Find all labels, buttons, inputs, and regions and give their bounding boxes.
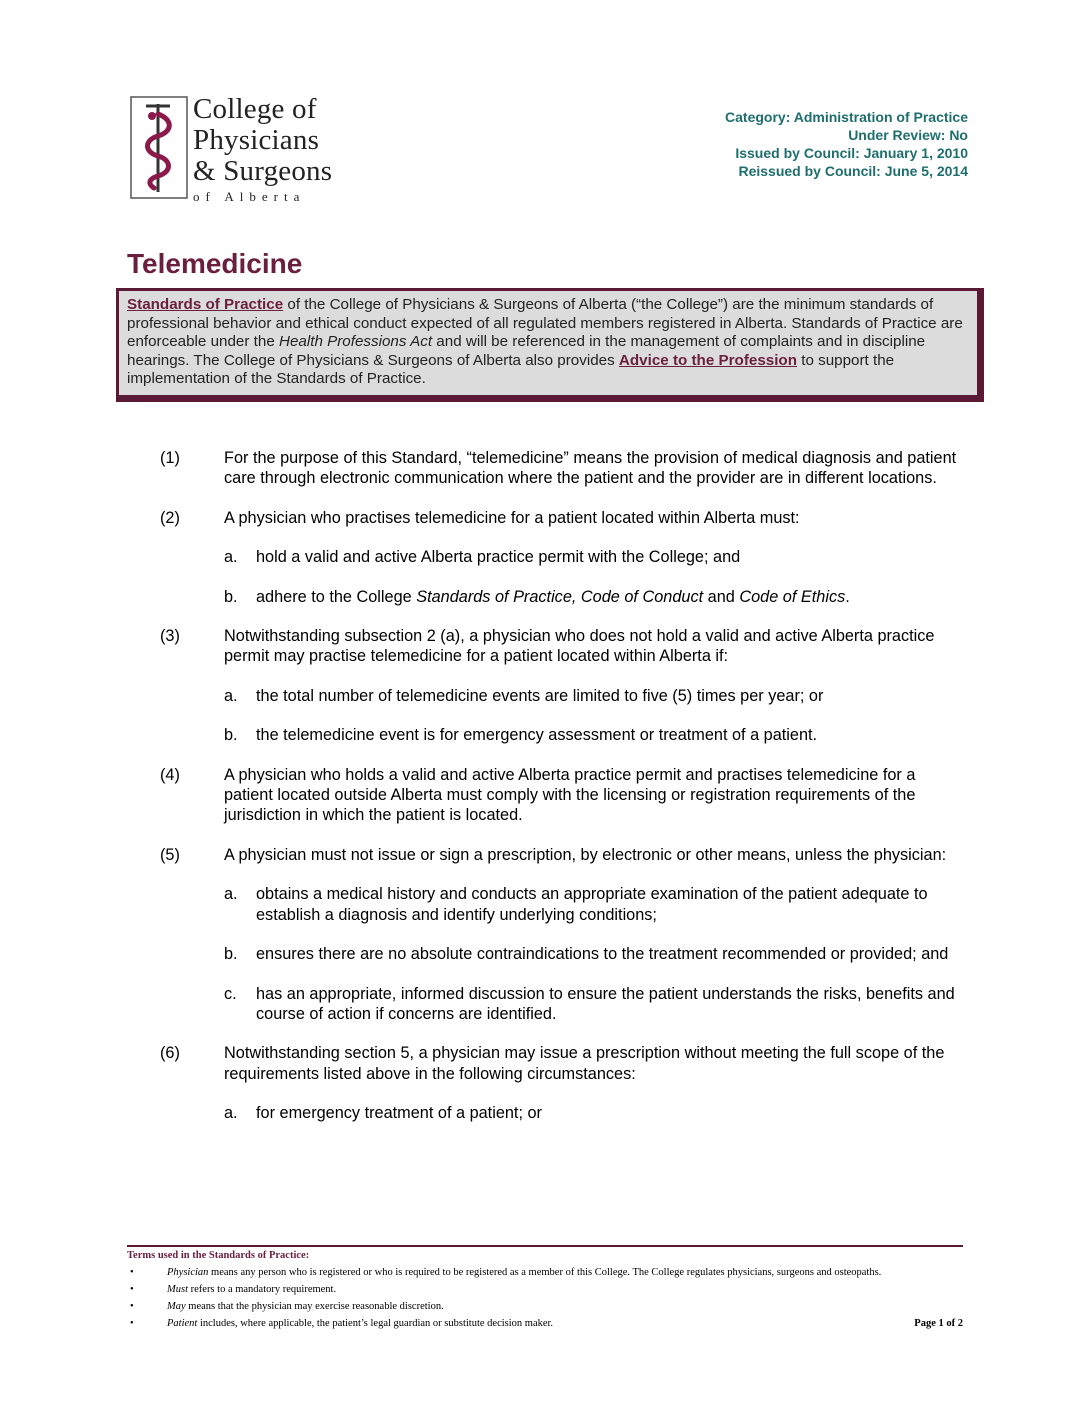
clause-3b [224, 725, 960, 745]
logo-subtitle: of Alberta [193, 189, 306, 204]
term-name: Patient [167, 1318, 198, 1329]
logo-line-1: College of [193, 93, 317, 125]
clause-5b [224, 944, 960, 964]
term-item-must [127, 1283, 963, 1296]
term-definition: means any person who is registered or who is required to be registered as a member of this College. The College regulates physicians, surgeons and osteopaths. [208, 1267, 882, 1278]
subclause-letter: c. [224, 984, 237, 1003]
subclause-letter: a. [224, 548, 238, 567]
subclause-letter: b. [224, 726, 238, 745]
subclause-text: obtains a medical history and conducts an appropriate examination of the patient adequate to establish a diagnosis and identify underlying conditions; [256, 885, 928, 924]
clause-text: A physician must not issue or sign a prescription, by electronic or other means, unless the physician: [224, 845, 947, 864]
standard-clauses [160, 448, 960, 1124]
term-name: Physician [167, 1267, 209, 1278]
term-definition: includes, where applicable, the patient’s legal guardian or substitute decision maker. [197, 1318, 554, 1329]
clause-2a [224, 547, 960, 567]
meta-reissued: Reissued by Council: June 5, 2014 [738, 163, 968, 179]
clause-6 [160, 1043, 960, 1084]
subclause-text [256, 587, 960, 607]
page-number: Page 1 of 2 [914, 1318, 963, 1329]
notice-text-3: to support the implementation of the Standards of Practice. [127, 351, 895, 388]
logo-line-2: Physicians [193, 124, 320, 156]
clause-text: A physician who holds a valid and active Alberta practice permit and practises telemedicine for a patient located outside Alberta must comply with the licensing or registration requirements of the jurisdiction in which the patient is located. [224, 765, 916, 825]
bullet-icon: • [130, 1267, 134, 1278]
bullet-icon: • [130, 1318, 134, 1329]
clause-text: For the purpose of this Standard, “telemedicine” means the provision of medical diagnosis and patient care through electronic communication where the patient and the provider are in different locations. [224, 449, 957, 488]
clause-5c [224, 984, 960, 1025]
clause-3 [160, 626, 960, 667]
notice-act-name: Health Professions Act [279, 333, 433, 351]
terms-heading: Terms used in the Standards of Practice: [127, 1250, 310, 1261]
standards-notice-box [116, 288, 984, 402]
subclause-letter: a. [224, 686, 238, 705]
subclause-letter: a. [224, 885, 238, 904]
subclause-text: hold a valid and active Alberta practice permit with the College; and [256, 548, 741, 567]
terms-footer [127, 1249, 963, 1330]
notice-text-2: and will be referenced in the management of complaints and in discipline hearings. The College of Physicians & Surgeons of Alberta also provides [127, 333, 926, 369]
subclause-letter: b. [224, 587, 238, 606]
term-item-physician [127, 1266, 963, 1279]
subclause-text: for emergency treatment of a patient; or [256, 1104, 542, 1123]
clause-5a [224, 884, 960, 925]
term-name: Must [167, 1284, 188, 1295]
clause-text: A physician who practises telemedicine for a patient located within Alberta must: [224, 508, 800, 527]
subclause-text: ensures there are no absolute contraindications to the treatment recommended or provided; and [256, 945, 949, 964]
advice-to-profession-link[interactable]: Advice to the Profession [618, 351, 797, 369]
clause-2 [160, 508, 960, 528]
clause-number: (1) [160, 449, 180, 467]
clause-number: (2) [160, 508, 180, 527]
notice-text-1: of the College of Physicians & Surgeons of Alberta (“the College”) are the minimum standards of professional behavior and ethical conduct expected of all regulated members registered in Alberta. Standards of Practice are enforceable under the [127, 296, 963, 351]
subclause-text-italic-1: Standards of Practice, Code of Conduct [416, 587, 704, 606]
clause-number: (6) [160, 1044, 180, 1063]
page-title: Telemedicine [127, 248, 303, 279]
clause-1 [160, 448, 960, 489]
subclause-text: the total number of telemedicine events are limited to five (5) times per year; or [256, 686, 824, 705]
clause-number: (4) [160, 765, 180, 784]
subclause-text-mid: and [703, 587, 740, 606]
term-definition: means that the physician may exercise reasonable discretion. [185, 1301, 444, 1312]
subclause-text-pre: adhere to the College [256, 587, 417, 606]
clause-4 [160, 765, 960, 826]
logo-line-3: & Surgeons [193, 155, 333, 187]
subclause-letter: a. [224, 1104, 238, 1123]
subclause-text-post: . [845, 587, 850, 606]
clause-3a [224, 686, 960, 706]
bullet-icon: • [130, 1284, 134, 1295]
term-name: May [167, 1301, 186, 1312]
bullet-icon: • [130, 1301, 134, 1312]
meta-category: Category: Administration of Practice [725, 109, 968, 125]
meta-review: Under Review: No [848, 127, 968, 143]
term-item-may [127, 1300, 963, 1313]
meta-issued: Issued by Council: January 1, 2010 [735, 145, 968, 161]
standards-of-practice-link[interactable]: Standards of Practice [127, 296, 284, 313]
subclause-text: has an appropriate, informed discussion to ensure the patient understands the risks, benefits and course of action if concerns are identified. [256, 984, 955, 1023]
logo-wordmark [193, 94, 332, 205]
clause-number: (3) [160, 627, 180, 646]
subclause-text-italic-2: Code of Ethics [739, 587, 846, 606]
clause-number: (5) [160, 845, 180, 864]
clause-6a [224, 1103, 960, 1123]
subclause-letter: b. [224, 945, 238, 964]
clause-text: Notwithstanding subsection 2 (a), a physician who does not hold a valid and active Alberta practice permit may practise telemedicine for a patient located within Alberta if: [224, 627, 935, 666]
clause-2b [224, 587, 960, 607]
clause-text: Notwithstanding section 5, a physician may issue a prescription without meeting the full scope of the requirements listed above in the following circumstances: [224, 1044, 945, 1083]
term-definition: refers to a mandatory requirement. [188, 1284, 337, 1295]
term-item-patient [127, 1317, 963, 1330]
footer-divider [127, 1245, 963, 1247]
clause-5 [160, 845, 960, 865]
document-meta [725, 108, 968, 180]
subclause-text: the telemedicine event is for emergency assessment or treatment of a patient. [256, 726, 818, 745]
